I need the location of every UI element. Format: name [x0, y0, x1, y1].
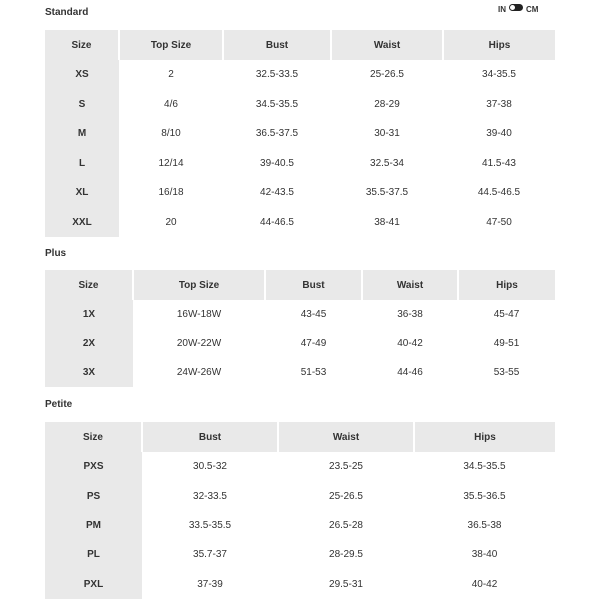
size-label-cell: PS [45, 481, 142, 510]
measurement-cell: 16/18 [158, 187, 184, 199]
table-row [45, 511, 555, 540]
size-label-cell: S [45, 90, 119, 120]
table-row [45, 90, 555, 120]
header-row [45, 270, 555, 300]
measurement-cell: 38-40 [471, 549, 498, 561]
table-row [45, 149, 555, 179]
measurement-cell: 40-42 [471, 578, 498, 590]
size-label-cell: XXL [45, 208, 119, 238]
measurement-cell: 20 [165, 216, 177, 228]
table-row [45, 119, 555, 149]
table-row [45, 358, 555, 387]
measurement-cell: 35.5-37.5 [365, 187, 409, 199]
measurement-cell: 30.5-32 [193, 461, 227, 473]
column-header: Hips [458, 270, 555, 300]
table-row [45, 481, 555, 510]
unit-cm-label: CM [526, 5, 539, 14]
size-label-cell: 1X [45, 300, 133, 329]
table-row [45, 60, 555, 90]
size-label-cell: 3X [45, 358, 133, 387]
size-label-cell: XL [45, 178, 119, 208]
measurement-cell: 12/14 [158, 157, 184, 169]
measurement-cell: 41.5-43 [482, 157, 516, 169]
measurement-cell: 36.5-37.5 [255, 128, 299, 140]
petite-size-table [45, 422, 555, 599]
measurement-cell: 40-42 [397, 338, 423, 349]
size-label-cell: PXS [45, 452, 142, 481]
measurement-cell: 8/10 [161, 128, 181, 140]
column-header: Bust [265, 270, 362, 300]
petite-section-title: Petite [45, 399, 73, 410]
measurement-cell: 29.5-31 [329, 578, 363, 590]
measurement-cell: 47-49 [300, 338, 327, 349]
toggle-switch-icon[interactable] [509, 4, 523, 11]
column-header: Size [45, 270, 133, 300]
size-label-cell: XS [45, 60, 119, 90]
unit-toggle[interactable] [498, 5, 538, 14]
unit-in-label: IN [498, 5, 506, 14]
column-header: Hips [414, 422, 555, 452]
header-row [45, 30, 555, 60]
table-row [45, 570, 555, 599]
measurement-cell: 20W-22W [176, 338, 222, 349]
measurement-cell: 16W-18W [176, 309, 222, 320]
column-header: Size [45, 422, 142, 452]
measurement-cell: 26.5-28 [329, 519, 363, 531]
column-header: Waist [278, 422, 414, 452]
standard-size-table [45, 30, 555, 237]
measurement-cell: 35.5-36.5 [463, 490, 506, 502]
measurement-cell: 34-35.5 [482, 69, 516, 81]
measurement-cell: 34.5-35.5 [255, 98, 299, 110]
measurement-cell: 23.5-25 [329, 461, 363, 473]
table-row [45, 300, 555, 329]
size-label-cell: L [45, 149, 119, 179]
column-header: Bust [223, 30, 331, 60]
column-header: Waist [331, 30, 443, 60]
column-header: Hips [443, 30, 555, 60]
measurement-cell: 32-33.5 [193, 490, 227, 502]
measurement-cell: 53-55 [493, 367, 520, 378]
measurement-cell: 45-47 [493, 309, 520, 320]
size-label-cell: 2X [45, 329, 133, 358]
plus-section-title: Plus [45, 248, 67, 259]
measurement-cell: 4/6 [164, 98, 178, 110]
plus-size-table [45, 270, 555, 387]
table-row [45, 329, 555, 358]
measurement-cell: 39-40 [486, 128, 512, 140]
size-label-cell: PXL [45, 570, 142, 599]
measurement-cell: 37-39 [197, 578, 223, 590]
measurement-cell: 47-50 [486, 216, 512, 228]
column-header: Bust [142, 422, 278, 452]
measurement-cell: 37-38 [486, 98, 512, 110]
measurement-cell: 44.5-46.5 [477, 187, 521, 199]
measurement-cell: 34.5-35.5 [463, 461, 506, 473]
measurement-cell: 28-29.5 [329, 549, 363, 561]
column-header: Size [45, 30, 119, 60]
column-header: Top Size [133, 270, 265, 300]
measurement-cell: 32.5-34 [370, 157, 404, 169]
table-row [45, 208, 555, 238]
measurement-cell: 44-46.5 [260, 216, 294, 228]
measurement-cell: 42-43.5 [260, 187, 294, 199]
measurement-cell: 36-38 [397, 309, 423, 320]
measurement-cell: 30-31 [374, 128, 400, 140]
column-header: Top Size [119, 30, 223, 60]
measurement-cell: 35.7-37 [193, 549, 227, 561]
table-row [45, 178, 555, 208]
measurement-cell: 2 [168, 69, 174, 81]
measurement-cell: 32.5-33.5 [255, 69, 299, 81]
measurement-cell: 36.5-38 [467, 519, 502, 531]
measurement-cell: 39-40.5 [260, 157, 294, 169]
size-label-cell: PM [45, 511, 142, 540]
measurement-cell: 24W-26W [176, 367, 222, 378]
table-row [45, 540, 555, 569]
column-header: Waist [362, 270, 458, 300]
standard-section-title: Standard [45, 7, 89, 18]
header-row [45, 422, 555, 452]
size-label-cell: PL [45, 540, 142, 569]
measurement-cell: 38-41 [374, 216, 400, 228]
measurement-cell: 28-29 [374, 98, 400, 110]
measurement-cell: 49-51 [493, 338, 520, 349]
measurement-cell: 51-53 [300, 367, 327, 378]
measurement-cell: 25-26.5 [370, 69, 404, 81]
measurement-cell: 25-26.5 [329, 490, 363, 502]
table-row [45, 452, 555, 481]
measurement-cell: 43-45 [300, 309, 327, 320]
measurement-cell: 44-46 [397, 367, 423, 378]
size-label-cell: M [45, 119, 119, 149]
measurement-cell: 33.5-35.5 [188, 519, 232, 531]
